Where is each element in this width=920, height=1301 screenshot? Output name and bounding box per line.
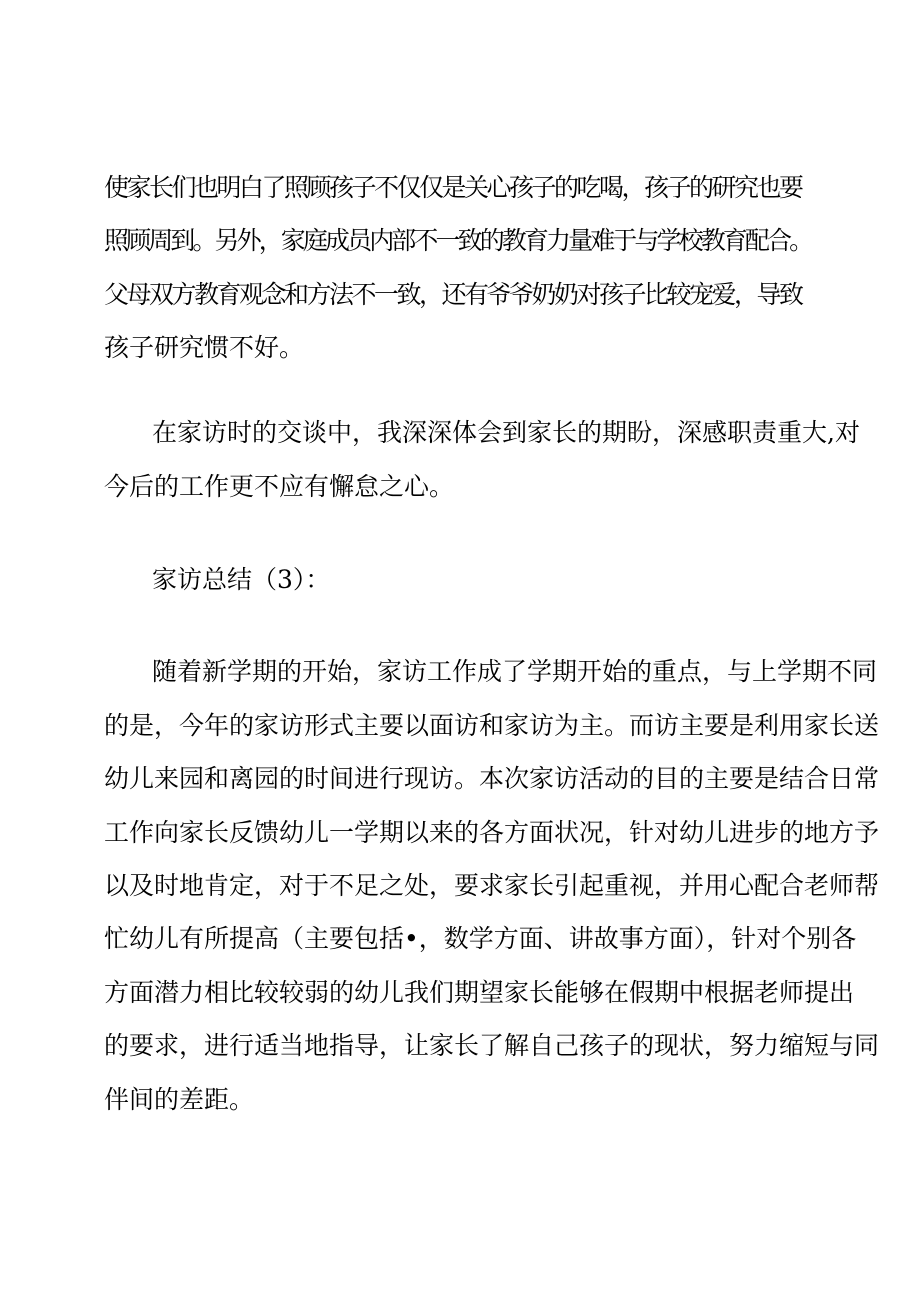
paragraph-3-line-4: 工作向家长反馈幼儿一学期以来的各方面状况，针对幼儿进步的地方予 xyxy=(104,818,880,847)
section-heading: 家访总结（3）： xyxy=(152,565,331,594)
paragraph-3-line-6: 忙幼儿有所提高（主要包括•，数学方面、讲故事方面），针对个别各 xyxy=(104,924,857,953)
paragraph-3-line-1: 随着新学期的开始，家访工作成了学期开始的重点，与上学期不同 xyxy=(152,657,878,686)
paragraph-3-line-7: 方面潜力相比较较弱的幼儿我们期望家长能够在假期中根据老师提出 xyxy=(104,978,855,1007)
paragraph-1-line-1: 使家长们也明白了照顾孩子不仅仅是关心孩子的吃喝，孩子的研究也要 xyxy=(104,173,802,202)
paragraph-1-line-3: 父母双方教育观念和方法不一致，还有爷爷奶奶对孩子比较宠爱，导致 xyxy=(104,280,802,309)
paragraph-3-line-2: 的是，今年的家访形式主要以面访和家访为主。而访主要是利用家长送 xyxy=(104,711,880,740)
paragraph-1-line-2: 照顾周到。另外，家庭成员内部不一致的教育力量难于与学校教育配合。 xyxy=(104,226,812,255)
paragraph-3-line-9: 伴间的差距。 xyxy=(104,1085,255,1114)
paragraph-2-line-1: 在家访时的交谈中，我深深体会到家长的期盼，深感职责重大,对 xyxy=(152,418,860,447)
paragraph-1-line-4: 孩子研究惯不好。 xyxy=(104,333,305,362)
paragraph-3-line-5: 以及时地肯定，对于不足之处，要求家长引起重视，并用心配合老师帮 xyxy=(104,871,880,900)
paragraph-3-line-8: 的要求，进行适当地指导，让家长了解自己孩子的现状，努力缩短与同 xyxy=(104,1031,880,1060)
paragraph-3-line-3: 幼儿来园和离园的时间进行现访。本次家访活动的目的主要是结合日常 xyxy=(104,764,880,793)
paragraph-2-line-2: 今后的工作更不应有懈怠之心。 xyxy=(104,472,455,501)
